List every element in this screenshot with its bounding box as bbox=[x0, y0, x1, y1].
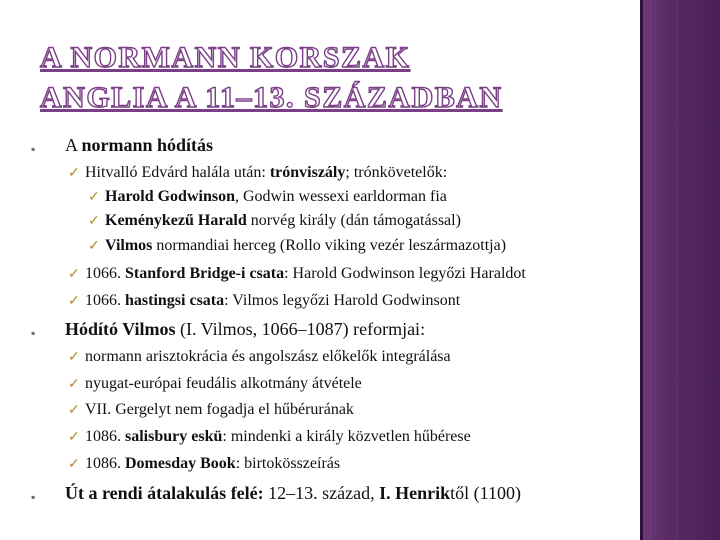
item-text: Hitvalló Edvárd halála után: bbox=[85, 164, 270, 181]
square-bullet-icon: ▪ bbox=[31, 142, 36, 156]
checkmark-icon: ✓ bbox=[88, 214, 100, 229]
checkmark-icon: ✓ bbox=[68, 267, 80, 282]
section-heading-bold: normann hódítás bbox=[81, 135, 214, 155]
item-text: 1086. bbox=[85, 455, 125, 472]
list-item bbox=[88, 236, 507, 256]
item-bold: Domesday Book bbox=[125, 455, 236, 472]
list-item bbox=[68, 163, 448, 183]
slide-title-line-2: ANGLIA A 11–13. SZÁZADBAN bbox=[40, 81, 503, 114]
sidebar-texture-line bbox=[650, 0, 651, 540]
checkmark-icon: ✓ bbox=[68, 166, 80, 181]
slide-title-line-1: A NORMANN KORSZAK bbox=[40, 41, 411, 74]
sidebar-texture-line bbox=[676, 0, 677, 540]
section-heading-plain: (I. Vilmos, 1066–1087) reformjai: bbox=[175, 319, 426, 339]
square-bullet-icon: ▪ bbox=[31, 326, 36, 340]
item-bold: Keménykezű Harald bbox=[105, 212, 247, 229]
item-text: normann arisztokrácia és angolszász előkelők integrálása bbox=[85, 348, 451, 365]
list-item bbox=[88, 187, 447, 207]
checkmark-icon: ✓ bbox=[88, 239, 100, 254]
section-bold: I. Henrik bbox=[379, 483, 451, 503]
checkmark-icon: ✓ bbox=[68, 377, 80, 392]
list-item bbox=[68, 400, 354, 420]
item-text: : birtokösszeírás bbox=[235, 455, 341, 472]
item-text: , Godwin wessexi earldorman fia bbox=[234, 188, 447, 205]
checkmark-icon: ✓ bbox=[88, 190, 100, 205]
section-heading-bold: Út a rendi átalakulás felé: bbox=[65, 483, 264, 503]
item-text: 1066. bbox=[85, 265, 125, 282]
list-item bbox=[68, 427, 471, 447]
section-heading-plain: A bbox=[65, 135, 82, 155]
checkmark-icon: ✓ bbox=[68, 430, 80, 445]
section-hodito-vilmos bbox=[31, 319, 426, 340]
list-item bbox=[68, 374, 362, 394]
item-text: normandiai herceg (Rollo viking vezér leszármazottja) bbox=[152, 237, 507, 254]
item-text: nyugat-európai feudális alkotmány átvétele bbox=[85, 375, 362, 392]
item-bold: hastingsi csata bbox=[125, 292, 225, 309]
sidebar-border bbox=[640, 0, 643, 540]
item-bold: Stanford Bridge-i csata bbox=[125, 265, 285, 282]
list-item bbox=[88, 211, 461, 231]
item-text: norvég király (dán támogatással) bbox=[246, 212, 461, 229]
item-bold: Harold Godwinson bbox=[105, 188, 235, 205]
item-text: VII. Gergelyt nem fogadja el hűbérurának bbox=[85, 401, 354, 418]
checkmark-icon: ✓ bbox=[68, 294, 80, 309]
square-bullet-icon: ▪ bbox=[31, 490, 36, 504]
checkmark-icon: ✓ bbox=[68, 403, 80, 418]
item-text: 1066. bbox=[85, 292, 125, 309]
item-text: : Harold Godwinson legyőzi Haraldot bbox=[284, 265, 526, 282]
item-bold: Vilmos bbox=[105, 237, 153, 254]
item-text: : mindenki a király közvetlen hűbérese bbox=[222, 428, 471, 445]
list-item bbox=[68, 291, 461, 311]
list-item bbox=[68, 347, 451, 367]
checkmark-icon: ✓ bbox=[68, 457, 80, 472]
item-text: : Vilmos legyőzi Harold Godwinsont bbox=[224, 292, 461, 309]
section-rendi-atalakulas bbox=[31, 483, 521, 504]
section-normann-hoditas bbox=[31, 135, 214, 156]
decorative-sidebar bbox=[640, 0, 720, 540]
item-bold: salisbury eskü bbox=[125, 428, 223, 445]
section-text: 12–13. század, bbox=[263, 483, 380, 503]
checkmark-icon: ✓ bbox=[68, 350, 80, 365]
list-item bbox=[68, 454, 341, 474]
item-text: 1086. bbox=[85, 428, 125, 445]
item-bold: trónviszály bbox=[269, 164, 346, 181]
item-text: ; trónkövetelők: bbox=[345, 164, 448, 181]
section-heading-bold: Hódító Vilmos bbox=[65, 319, 176, 339]
list-item bbox=[68, 264, 526, 284]
section-text: től (1100) bbox=[450, 483, 521, 503]
